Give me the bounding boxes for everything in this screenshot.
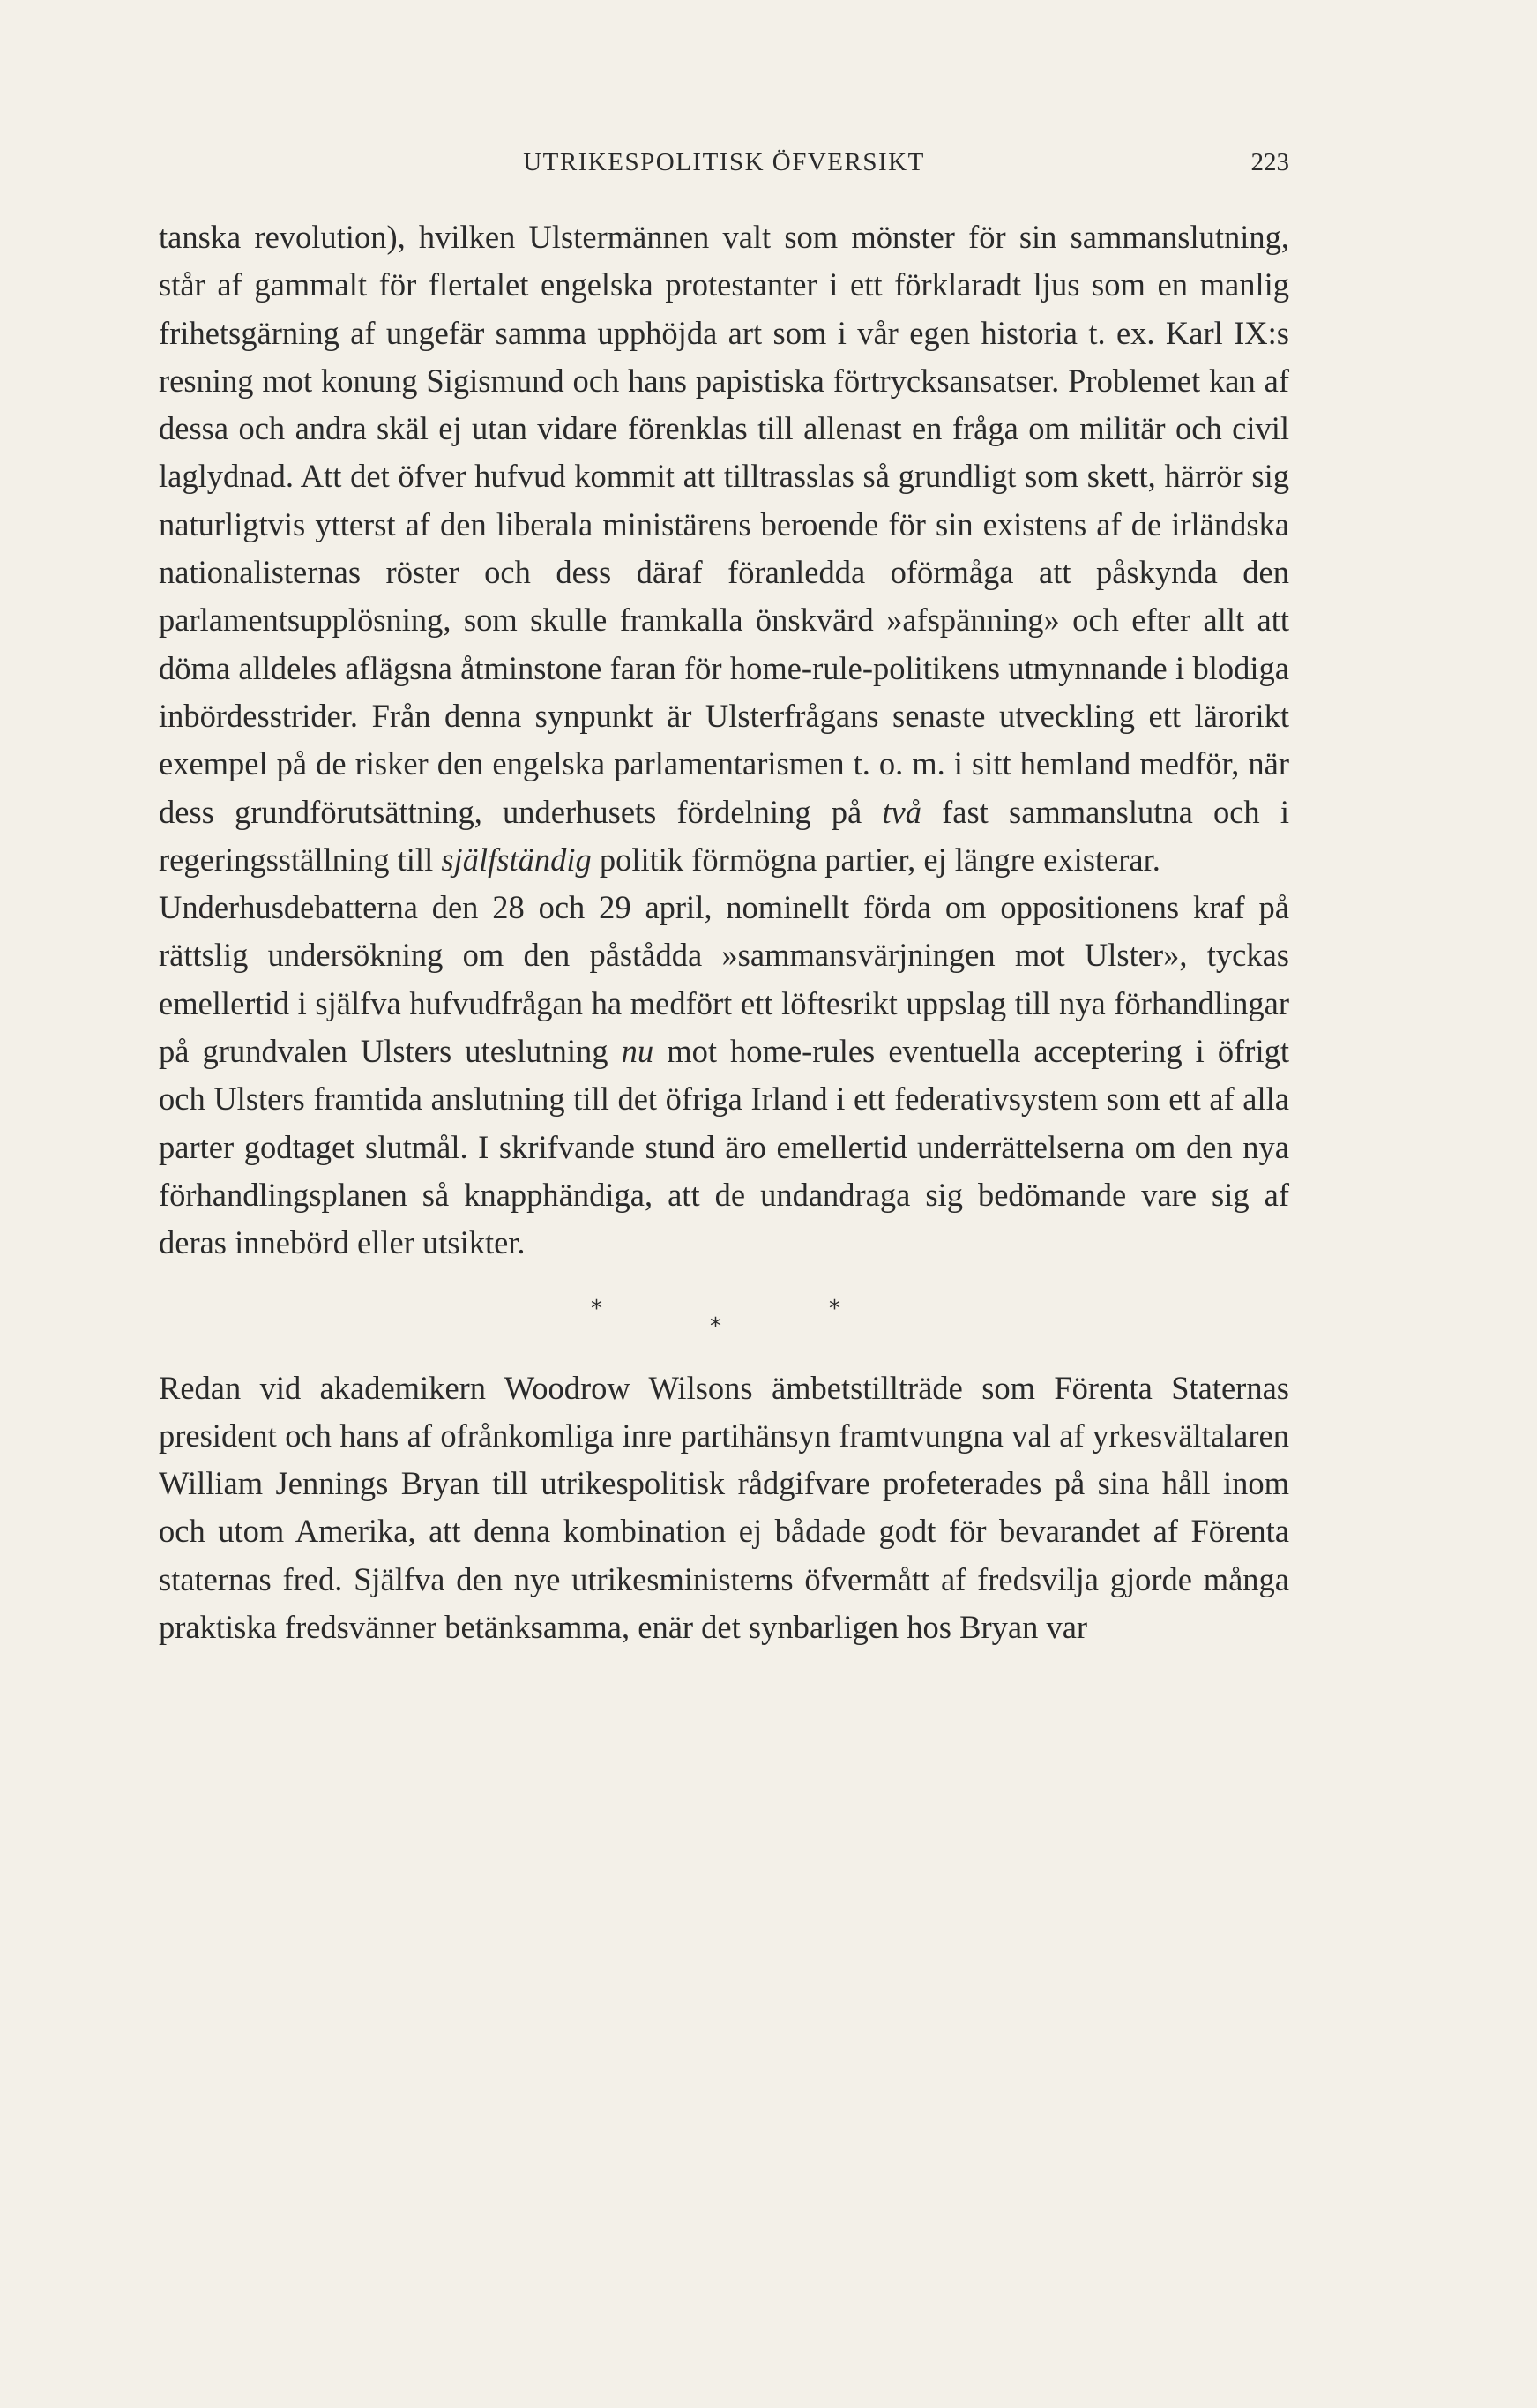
- running-title: UTRIKESPOLITISK ÖFVERSIKT: [523, 148, 925, 176]
- paragraph-2-text-b: mot home-rules eventuella acceptering i öfrigt och Ulsters framtida anslutning till det öfriga Irland i ett federativsystem som ett af alla parter godtaget slutmål. I skrifvande stund äro emellertid underrättelserna om den nya förhandlingsplanen så knapphändiga, att de undandraga sig bedömande vare sig af deras innebörd eller utsikter.: [159, 1033, 1289, 1261]
- paragraph-1-italic-b: själfständig: [441, 841, 592, 878]
- paragraph-3-text: Redan vid akademikern Woodrow Wilsons ämbetstillträde som Förenta Staternas president och hans af ofrånkomliga inre partihänsyn framtvungna val af yrkesvältalaren William Jennings Bryan till utrikespolitisk rådgifvare profeterades på sina håll inom och utom Amerika, att denna kombination ej bådade godt för bevarandet af Förenta staternas fred. Själfva den nye utrikesministerns öfvermått af fredsvilja gjorde många praktiska fredsvänner betänksamma, enär det synbarligen hos Bryan var: [159, 1369, 1289, 1646]
- running-head: [159, 148, 1289, 183]
- paragraph-1-text-a: tanska revolution), hvilken Ulstermännen valt som mönster för sin sammanslutning, står af gammalt för flertalet engelska protestanter i ett förklaradt ljus som en manlig frihetsgärning af ungefär samma upphöjda art som i vår egen historia t. ex. Karl IX:s resning mot konung Sigismund och hans papistiska förtrycksansatser. Problemet kan af dessa och andra skäl ej utan vidare förenklas till allenast en fråga om militär och civil laglydnad. Att det öfver hufvud kommit att tilltrasslas så grundligt som skett, härrör sig naturligtvis ytterst af den liberala ministärens beroende för sin existens af de irländska nationalisternas röster och dess däraf föranledda oförmåga att påskynda den parlamentsupplösning, som skulle framkalla önskvärd »afspänning» och efter allt att döma alldeles aflägsna åtminstone faran för home-rule-politikens utmynnande i blodiga inbördesstrider. Från denna synpunkt är Ulsterfrågans senaste utveckling ett lärorikt exempel på de risker den engelska parlamentarismen t. o. m. i sitt hemland medför, när dess grundförutsättning, underhusets fördelning på: [159, 219, 1289, 830]
- paragraph-1-text-b: fast sammanslutna och i regeringsställning till: [159, 793, 1289, 878]
- separator-star: *: [710, 1312, 721, 1340]
- paragraph-2-text-a: Underhusdebatterna den 28 och 29 april, nominellt förda om oppositionens kraf på rättslig undersökning om den påstådda »sammansvärjningen mot Ulster», tyckas emellertid i själfva hufvudfrågan ha medfört ett löftesrikt uppslag till nya förhandlingar på grundvalen Ulsters uteslutning: [159, 889, 1289, 1070]
- paragraph-3: [159, 1365, 1289, 1652]
- section-separator: [159, 1268, 1289, 1365]
- paragraph-1: [159, 213, 1289, 884]
- paragraph-1-italic-a: två: [882, 793, 921, 830]
- paragraph-2: [159, 884, 1289, 1267]
- separator-star: *: [591, 1295, 602, 1322]
- paragraph-2-italic-a: nu: [621, 1033, 654, 1070]
- body-text: [159, 213, 1289, 1651]
- page-number: 223: [1250, 148, 1289, 176]
- separator-star: *: [829, 1295, 840, 1322]
- paragraph-1-text-c: politik förmögna partier, ej längre existerar.: [591, 841, 1160, 878]
